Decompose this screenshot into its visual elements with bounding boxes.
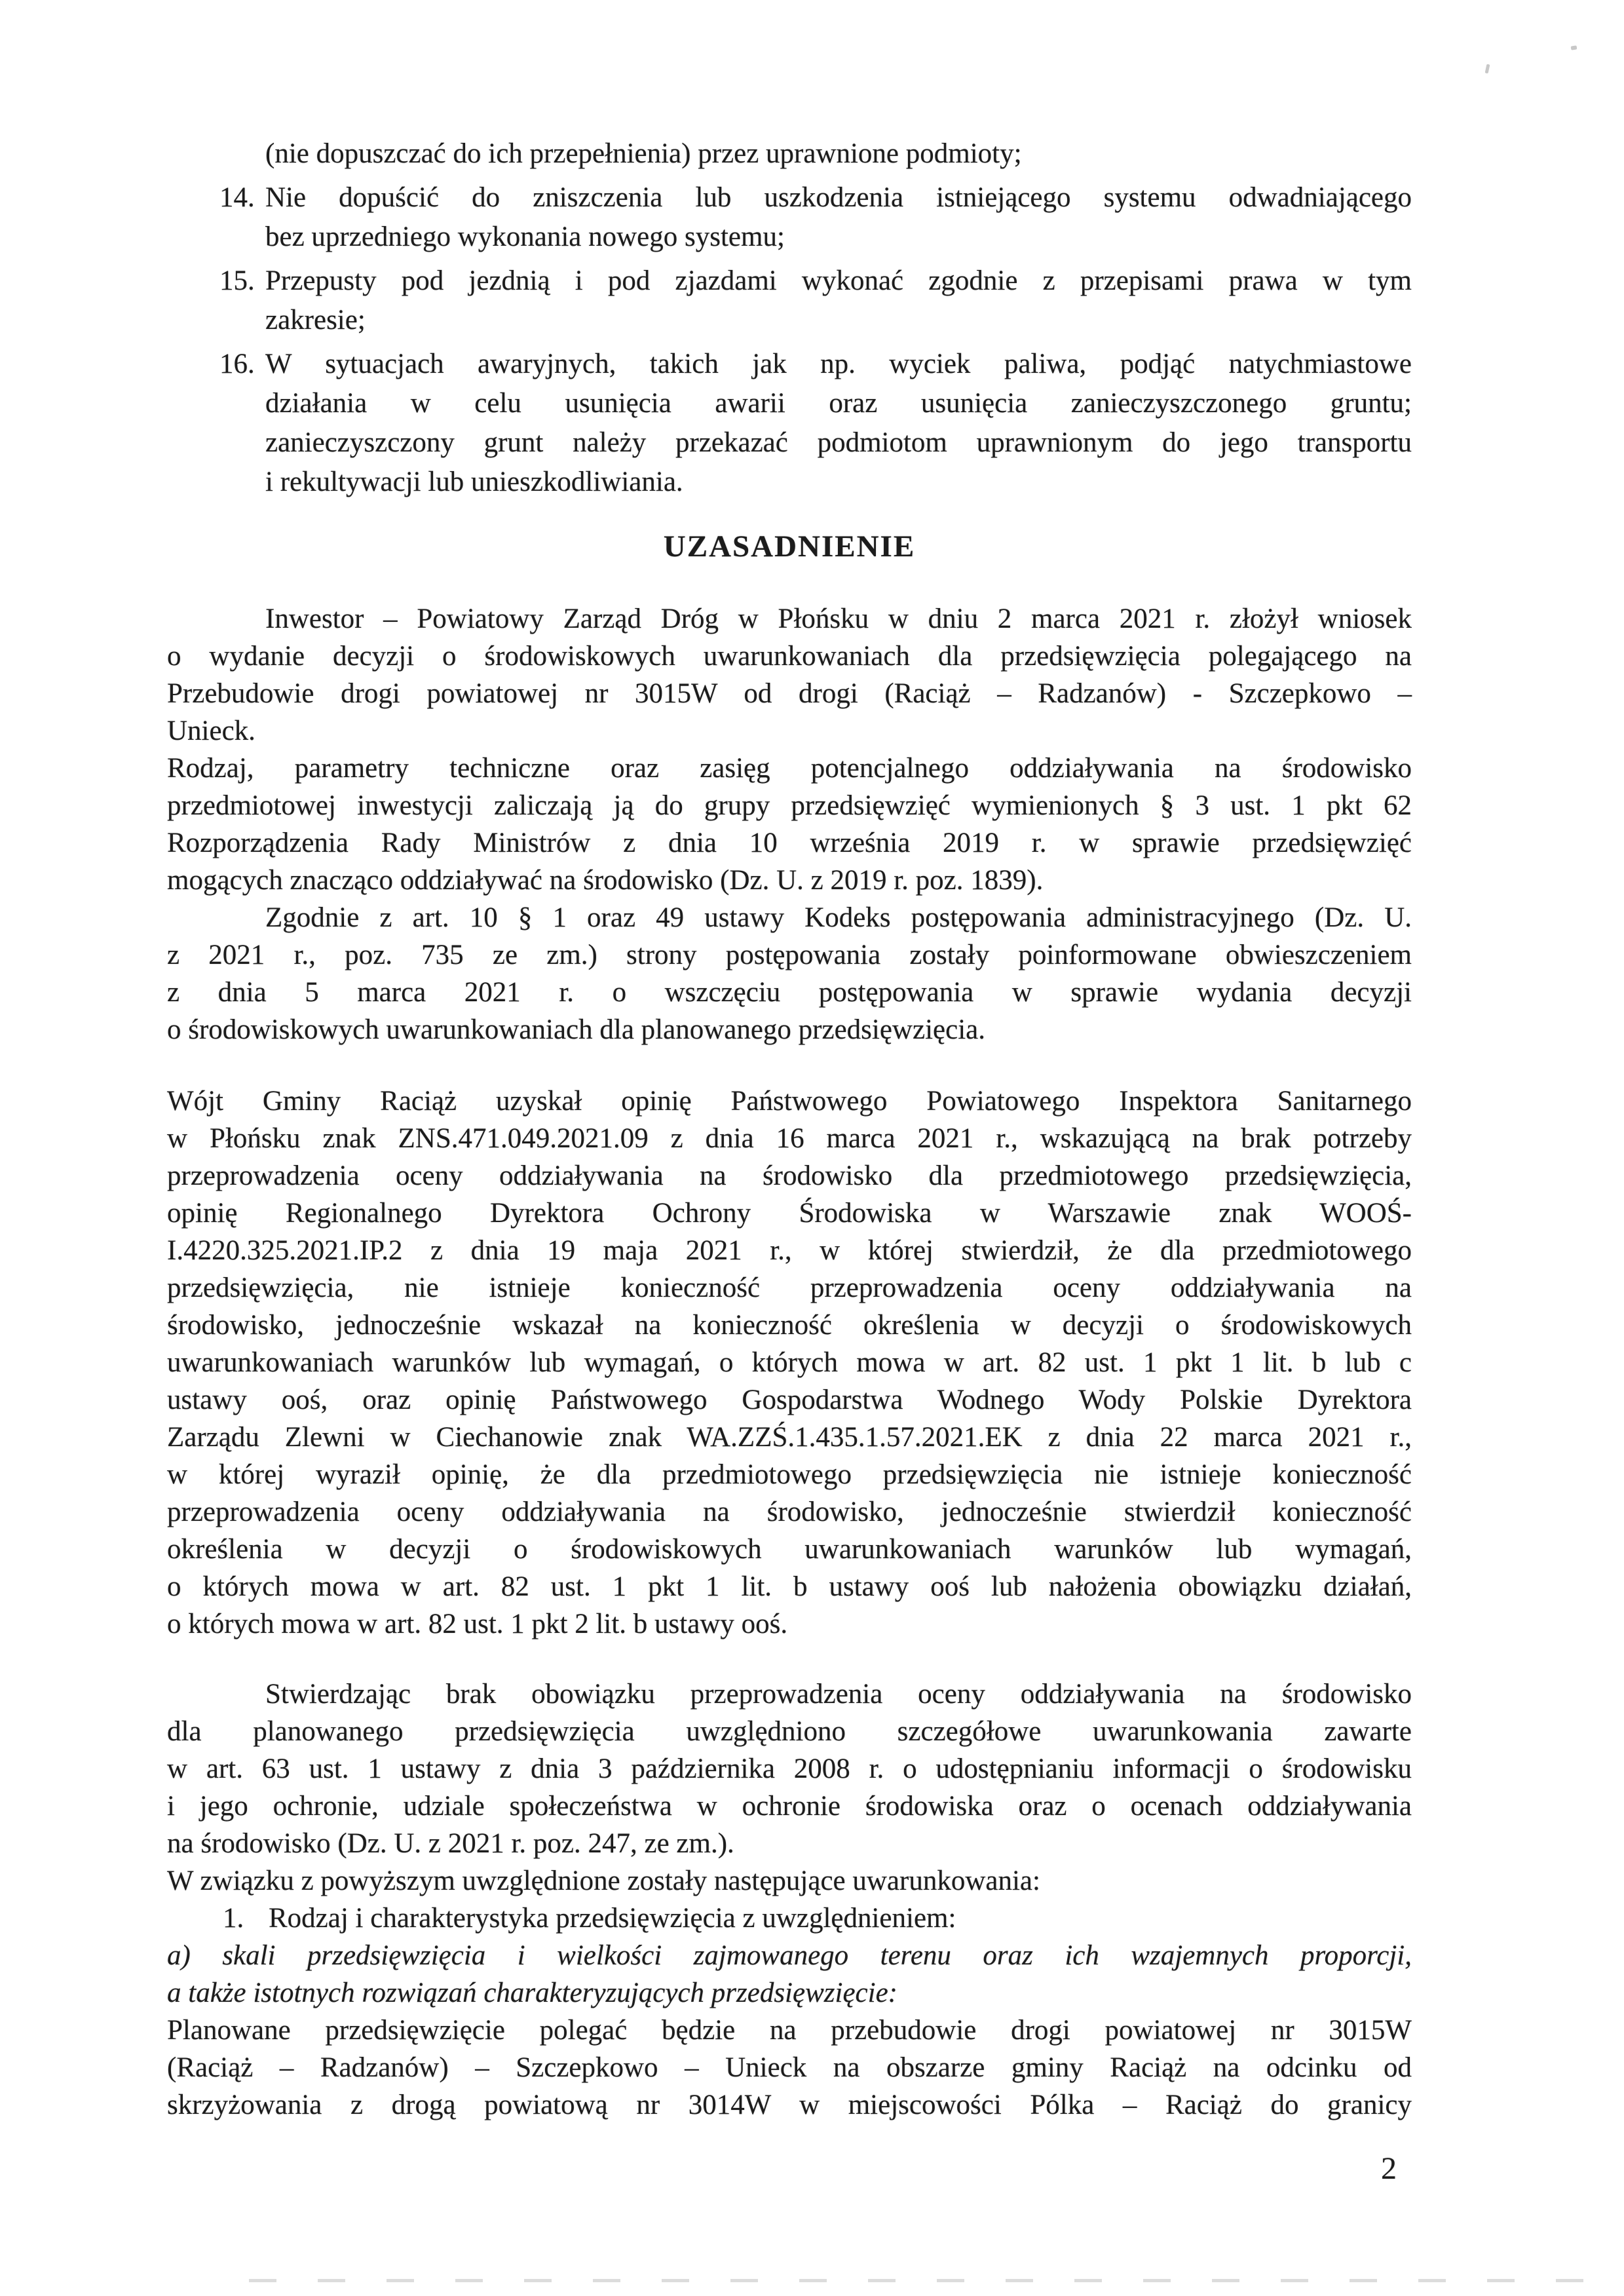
body-line: środowisko, jednocześnie wskazał na konieczność określenia w decyzji o środowiskowych (167, 1310, 1412, 1341)
body-line: Stwierdzając brak obowiązku przeprowadzenia oceny oddziaływania na środowisko (265, 1679, 1412, 1710)
body-line: w Płońsku znak ZNS.471.049.2021.09 z dnia 16 marca 2021 r., wskazującą na brak potrzeby (167, 1123, 1412, 1154)
list-continuation-line: (nie dopuszczać do ich przepełnienia) przez uprawnione podmioty; (265, 138, 1022, 169)
italic-line: a także istotnych rozwiązań charakteryzujących przedsięwzięcie: (167, 1978, 897, 2008)
list-item-16 (219, 345, 1412, 502)
list-item-line: Nie dopuścić do zniszczenia lub uszkodzenia istniejącego systemu odwadniającego (265, 182, 1412, 213)
body-line: uwarunkowaniach warunków lub wymagań, o których mowa w art. 82 ust. 1 pkt 1 lit. b lub c (167, 1347, 1412, 1378)
list-item-line: zanieczyszczony grunt należy przekazać podmiotom uprawnionym do jego transportu (265, 427, 1412, 458)
scan-speck (1571, 45, 1577, 50)
body-line: Inwestor – Powiatowy Zarząd Dróg w Płońsku w dniu 2 marca 2021 r. złożył wniosek (265, 603, 1412, 634)
body-line: o których mowa w art. 82 ust. 1 pkt 1 lit. b ustawy ooś lub nałożenia obowiązku działań, (167, 1571, 1412, 1602)
body-line: mogących znacząco oddziaływać na środowisko (Dz. U. z 2019 r. poz. 1839). (167, 865, 1044, 896)
body-line: Rodzaj, parametry techniczne oraz zasięg potencjalnego oddziaływania na środowisko (167, 753, 1412, 784)
list-item-text (265, 178, 1412, 257)
page-number: 2 (1381, 2151, 1397, 2186)
body-line: Rozporządzenia Rady Ministrów z dnia 10 września 2019 r. w sprawie przedsięwzięć (167, 828, 1412, 858)
list-item-text (265, 345, 1412, 502)
body-line: z dnia 5 marca 2021 r. o wszczęciu postępowania w sprawie wydania decyzji (167, 977, 1412, 1008)
body-line: W związku z powyższym uwzględnione zostały następujące uwarunkowania: (167, 1866, 1040, 1896)
body-line: I.4220.325.2021.IP.2 z dnia 19 maja 2021 r., w której stwierdził, że dla przedmiotowego (167, 1235, 1412, 1266)
paragraph-a (167, 600, 1412, 1048)
body-line: określenia w decyzji o środowiskowych uwarunkowaniach warunków lub wymagań, (167, 1534, 1412, 1565)
body-line: ustawy ooś, oraz opinię Państwowego Gospodarstwa Wodnego Wody Polskie Dyrektora (167, 1385, 1412, 1415)
list-item-line: zakresie; (265, 305, 366, 335)
body-line: Zarządu Zlewni w Ciechanowie znak WA.ZZŚ.1.435.1.57.2021.EK z dnia 22 marca 2021 r., (167, 1422, 1412, 1453)
body-line: przeprowadzenia oceny oddziaływania na środowisko dla przedmiotowego przedsięwzięcia, (167, 1160, 1412, 1191)
body-line: z 2021 r., poz. 735 ze zm.) strony postępowania zostały poinformowane obwieszczeniem (167, 940, 1412, 970)
body-line: o środowiskowych uwarunkowaniach dla planowanego przedsięwzięcia. (167, 1014, 985, 1045)
body-line: przedmiotowej inwestycji zaliczają ją do grupy przedsięwzięć wymienionych § 3 ust. 1 pkt 62 (167, 790, 1412, 821)
body-line: dla planowanego przedsięwzięcia uwzględniono szczegółowe uwarunkowania zawarte (167, 1716, 1412, 1747)
paragraph-c (167, 1675, 1412, 2124)
body-line: o wydanie decyzji o środowiskowych uwarunkowaniach dla przedsięwzięcia polegającego na (167, 641, 1412, 672)
list-item-number: 14. (219, 182, 255, 213)
body-line: przeprowadzenia oceny oddziaływania na środowisko, jednocześnie stwierdził konieczność (167, 1497, 1412, 1527)
body-line: Unieck. (167, 716, 255, 746)
body-line: w której wyraził opinię, że dla przedmiotowego przedsięwzięcia nie istnieje konieczność (167, 1459, 1412, 1490)
list-item-line: bez uprzedniego wykonania nowego systemu; (265, 221, 785, 252)
list-item-line: działania w celu usunięcia awarii oraz usunięcia zanieczyszczonego gruntu; (265, 388, 1412, 419)
body-line: skrzyżowania z drogą powiatową nr 3014W w miejscowości Pólka – Raciąż do granicy (167, 2090, 1412, 2120)
list-item-line: Przepusty pod jezdnią i pod zjazdami wykonać zgodnie z przepisami prawa w tym (265, 265, 1412, 296)
list-item-15 (219, 261, 1412, 340)
scan-speck (1485, 64, 1490, 74)
body-line: przedsięwzięcia, nie istnieje konieczność przeprowadzenia oceny oddziaływania na (167, 1272, 1412, 1303)
body-line: Planowane przedsięwzięcie polegać będzie na przebudowie drogi powiatowej nr 3015W (167, 2015, 1412, 2046)
body-line: Zgodnie z art. 10 § 1 oraz 49 ustawy Kodeks postępowania administracyjnego (Dz. U. (265, 902, 1412, 933)
list-item-1 (167, 1900, 1412, 1937)
body-line: i jego ochronie, udziale społeczeństwa w ochronie środowiska oraz o ocenach oddziaływania (167, 1791, 1412, 1822)
body-line: opinię Regionalnego Dyrektora Ochrony Środowiska w Warszawie znak WOOŚ- (167, 1198, 1412, 1229)
scan-artifact-line (249, 2279, 1624, 2282)
paragraph-b (167, 1082, 1412, 1643)
list-item-line: i rekultywacji lub unieszkodliwiania. (265, 467, 683, 497)
numbered-list (219, 134, 1412, 502)
list-item-number: 15. (219, 265, 255, 296)
section-heading: UZASADNIENIE (663, 529, 916, 564)
italic-line: a) skali przedsięwzięcia i wielkości zajmowanego terenu oraz ich wzajemnych proporcji, (167, 1940, 1412, 1971)
list-item-line: W sytuacjach awaryjnych, takich jak np. wyciek paliwa, podjąć natychmiastowe (265, 349, 1412, 379)
list-item-number: 16. (219, 349, 255, 379)
list-item-text (265, 261, 1412, 340)
body-line: Wójt Gminy Raciąż uzyskał opinię Państwowego Powiatowego Inspektora Sanitarnego (167, 1086, 1412, 1117)
list-item-14 (219, 178, 1412, 257)
list-item-text: Rodzaj i charakterystyka przedsięwzięcia z uwzględnieniem: (269, 1903, 956, 1934)
body-line: o których mowa w art. 82 ust. 1 pkt 2 lit. b ustawy ooś. (167, 1609, 788, 1639)
list-item-number: 1. (223, 1903, 244, 1934)
body-line: Przebudowie drogi powiatowej nr 3015W od drogi (Raciąż – Radzanów) - Szczepkowo – (167, 678, 1412, 709)
body-line: (Raciąż – Radzanów) – Szczepkowo – Unieck na obszarze gminy Raciąż na odcinku od (167, 2052, 1412, 2083)
body-line: w art. 63 ust. 1 ustawy z dnia 3 października 2008 r. o udostępnianiu informacji o środowisku (167, 1753, 1412, 1784)
body-line: na środowisko (Dz. U. z 2021 r. poz. 247, ze zm.). (167, 1828, 734, 1859)
